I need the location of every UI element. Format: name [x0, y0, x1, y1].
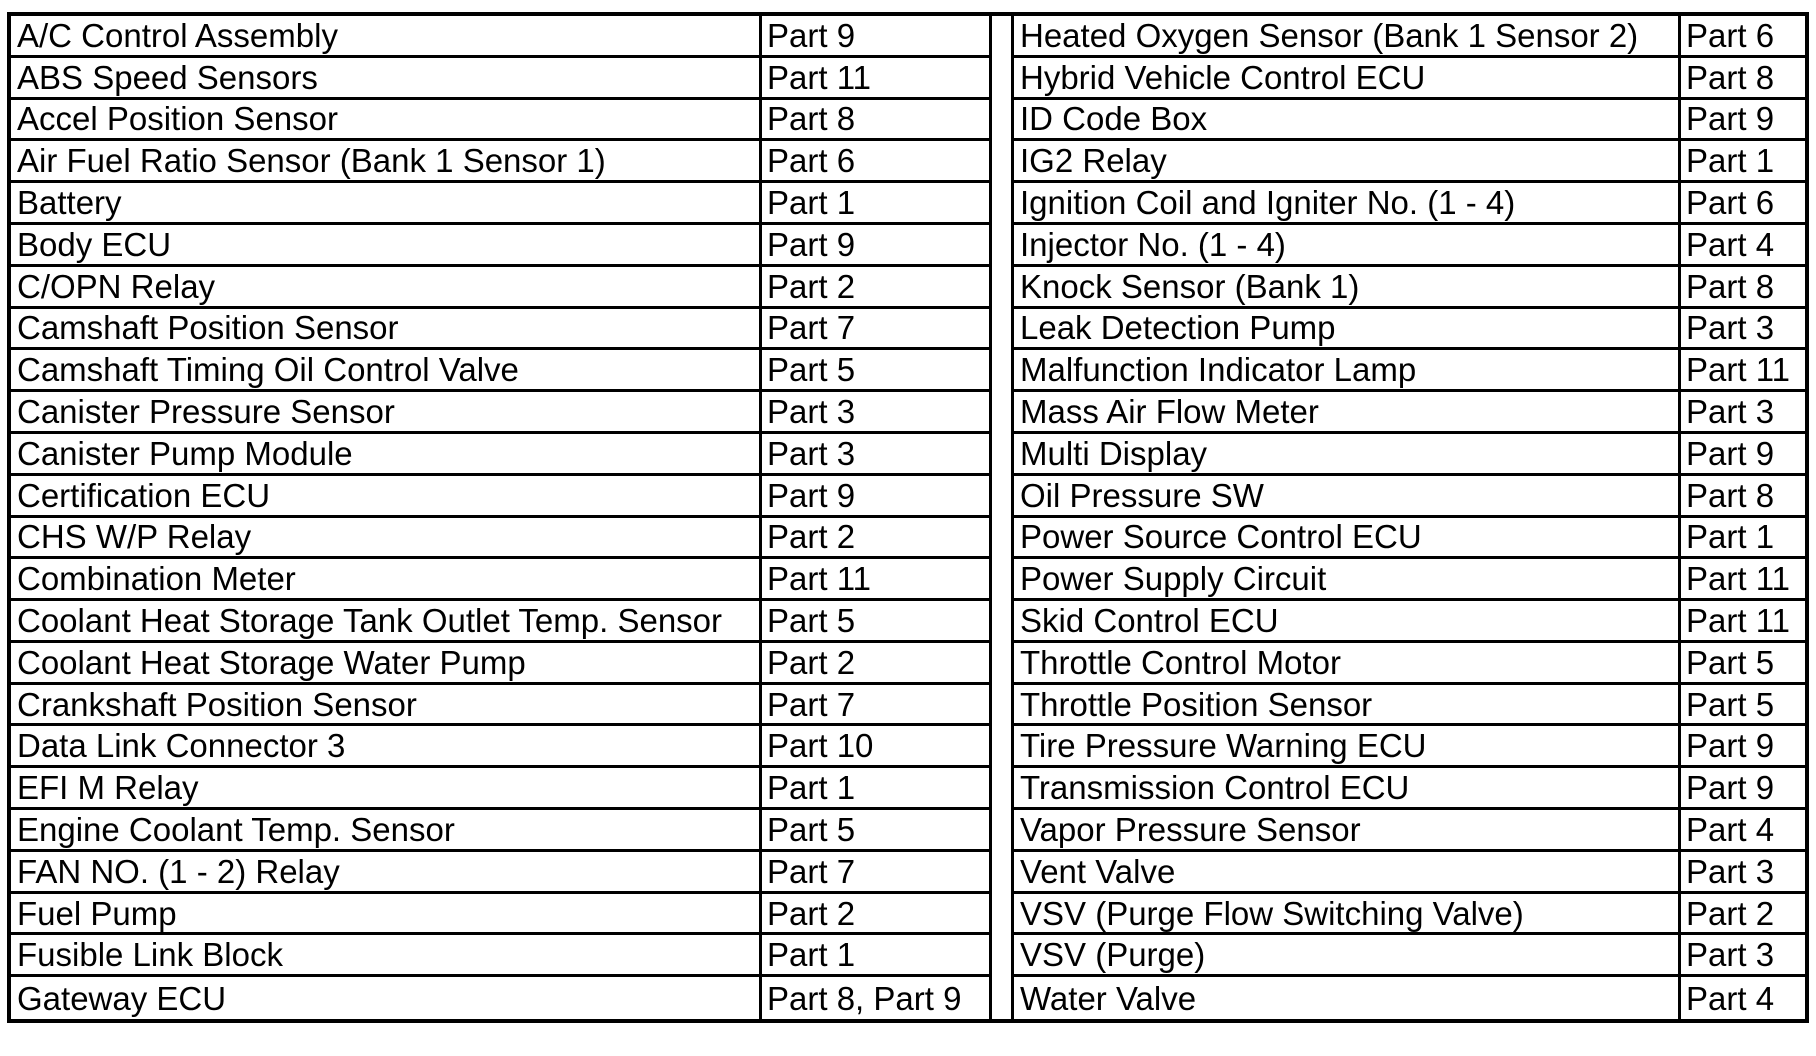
column-divider [989, 16, 1014, 1019]
component-name-cell: Water Valve [1014, 977, 1681, 1019]
part-reference-cell: Part 4 [1681, 810, 1805, 852]
component-name-cell: Vapor Pressure Sensor [1014, 810, 1681, 852]
component-table-right [1014, 16, 1805, 1019]
component-name-cell: Throttle Control Motor [1014, 643, 1681, 685]
part-reference-cell: Part 1 [1681, 141, 1805, 183]
component-name-cell: IG2 Relay [1014, 141, 1681, 183]
component-name-cell: Ignition Coil and Igniter No. (1 - 4) [1014, 183, 1681, 225]
part-reference-cell: Part 5 [762, 350, 989, 392]
part-reference-cell: Part 5 [762, 601, 989, 643]
component-name-cell: C/OPN Relay [11, 267, 762, 309]
part-reference-cell: Part 1 [762, 768, 989, 810]
part-reference-cell: Part 4 [1681, 225, 1805, 267]
part-reference-cell: Part 9 [762, 225, 989, 267]
part-reference-cell: Part 11 [1681, 559, 1805, 601]
part-reference-cell: Part 6 [762, 141, 989, 183]
component-name-cell: Power Supply Circuit [1014, 559, 1681, 601]
part-reference-cell: Part 3 [762, 434, 989, 476]
component-name-cell: Accel Position Sensor [11, 100, 762, 142]
component-name-cell: Skid Control ECU [1014, 601, 1681, 643]
part-reference-cell: Part 8 [1681, 267, 1805, 309]
component-name-cell: FAN NO. (1 - 2) Relay [11, 852, 762, 894]
part-reference-cell: Part 3 [1681, 852, 1805, 894]
component-name-cell: Multi Display [1014, 434, 1681, 476]
part-reference-cell: Part 2 [762, 267, 989, 309]
part-reference-cell: Part 8, Part 9 [767, 979, 962, 1017]
component-name-cell: Combination Meter [11, 559, 762, 601]
part-reference-cell: Part 11 [762, 58, 989, 100]
part-reference-cell: Part 7 [762, 685, 989, 727]
part-reference-cell: Part 3 [1681, 935, 1805, 977]
part-reference-cell: Part 7 [762, 852, 989, 894]
component-name-cell: VSV (Purge) [1014, 935, 1681, 977]
part-reference-cell: Part 9 [762, 16, 989, 58]
part-reference-cell: Part 11 [1681, 350, 1805, 392]
component-name-cell: Leak Detection Pump [1014, 309, 1681, 351]
component-name-cell: Camshaft Timing Oil Control Valve [11, 350, 762, 392]
component-table-left [11, 16, 989, 1019]
part-reference-cell: Part 10 [762, 726, 989, 768]
part-reference-cell: Part 1 [762, 183, 989, 225]
component-name-cell: Fuel Pump [11, 894, 762, 936]
part-reference-cell: Part 6 [1681, 16, 1805, 58]
part-reference-cell: Part 5 [762, 810, 989, 852]
component-name-cell: CHS W/P Relay [11, 518, 762, 560]
part-reference-cell: Part 2 [762, 518, 989, 560]
part-reference-cell: Part 6 [1681, 183, 1805, 225]
part-reference-cell: Part 1 [1681, 518, 1805, 560]
part-reference-cell: Part 11 [1681, 601, 1805, 643]
component-name-cell: Power Source Control ECU [1014, 518, 1681, 560]
part-reference-cell: Part 2 [762, 894, 989, 936]
part-reference-cell: Part 8 [762, 100, 989, 142]
component-name-cell: Battery [11, 183, 762, 225]
component-name-cell: Air Fuel Ratio Sensor (Bank 1 Sensor 1) [11, 141, 762, 183]
component-name-cell: Injector No. (1 - 4) [1014, 225, 1681, 267]
component-name-cell: Knock Sensor (Bank 1) [1014, 267, 1681, 309]
component-name-cell: Transmission Control ECU [1014, 768, 1681, 810]
component-name-cell: Malfunction Indicator Lamp [1014, 350, 1681, 392]
component-name-cell: Tire Pressure Warning ECU [1014, 726, 1681, 768]
component-name-cell: Hybrid Vehicle Control ECU [1014, 58, 1681, 100]
part-reference-cell: Part 4 [1686, 979, 1775, 1017]
component-index-sheet [7, 12, 1809, 1023]
part-reference-cell: Part 9 [1681, 768, 1805, 810]
component-name-cell: Crankshaft Position Sensor [11, 685, 762, 727]
component-name-cell: Coolant Heat Storage Tank Outlet Temp. Sensor [11, 601, 762, 643]
component-name-cell: Gateway ECU [11, 977, 762, 1019]
part-reference-cell: Part 9 [1681, 434, 1805, 476]
part-reference-cell: Part 9 [762, 476, 989, 518]
part-reference-cell: Part 5 [1681, 643, 1805, 685]
component-name-cell: Vent Valve [1014, 852, 1681, 894]
part-reference-cell: Part 3 [1681, 309, 1805, 351]
component-name-cell: Canister Pressure Sensor [11, 392, 762, 434]
component-name-cell: ID Code Box [1014, 100, 1681, 142]
component-name-cell: VSV (Purge Flow Switching Valve) [1014, 894, 1681, 936]
part-reference-cell: Part 9 [1681, 726, 1805, 768]
component-name-cell: Oil Pressure SW [1014, 476, 1681, 518]
component-name-cell: Mass Air Flow Meter [1014, 392, 1681, 434]
component-name-cell: Data Link Connector 3 [11, 726, 762, 768]
part-reference-cell: Part 8 [1681, 476, 1805, 518]
component-name-cell: Body ECU [11, 225, 762, 267]
component-name-cell: ABS Speed Sensors [11, 58, 762, 100]
part-reference-cell: Part 8 [1681, 58, 1805, 100]
part-reference-cell: Part 3 [762, 392, 989, 434]
part-reference-cell: Part 9 [1681, 100, 1805, 142]
component-name-cell: Engine Coolant Temp. Sensor [11, 810, 762, 852]
part-reference-cell: Part 11 [762, 559, 989, 601]
part-reference-cell: Part 3 [1681, 392, 1805, 434]
component-name-cell: Certification ECU [11, 476, 762, 518]
part-reference-cell: Part 5 [1681, 685, 1805, 727]
part-reference-cell: Part 2 [762, 643, 989, 685]
component-name-cell: Heated Oxygen Sensor (Bank 1 Sensor 2) [1014, 16, 1681, 58]
component-name-cell: A/C Control Assembly [11, 16, 762, 58]
part-reference-cell: Part 2 [1681, 894, 1805, 936]
component-name-cell: Fusible Link Block [11, 935, 762, 977]
component-name-cell: Throttle Position Sensor [1014, 685, 1681, 727]
component-name-cell: Coolant Heat Storage Water Pump [11, 643, 762, 685]
component-name-cell: Camshaft Position Sensor [11, 309, 762, 351]
part-reference-cell: Part 7 [762, 309, 989, 351]
component-name-cell: EFI M Relay [11, 768, 762, 810]
component-name-cell: Canister Pump Module [11, 434, 762, 476]
part-reference-cell: Part 1 [762, 935, 989, 977]
